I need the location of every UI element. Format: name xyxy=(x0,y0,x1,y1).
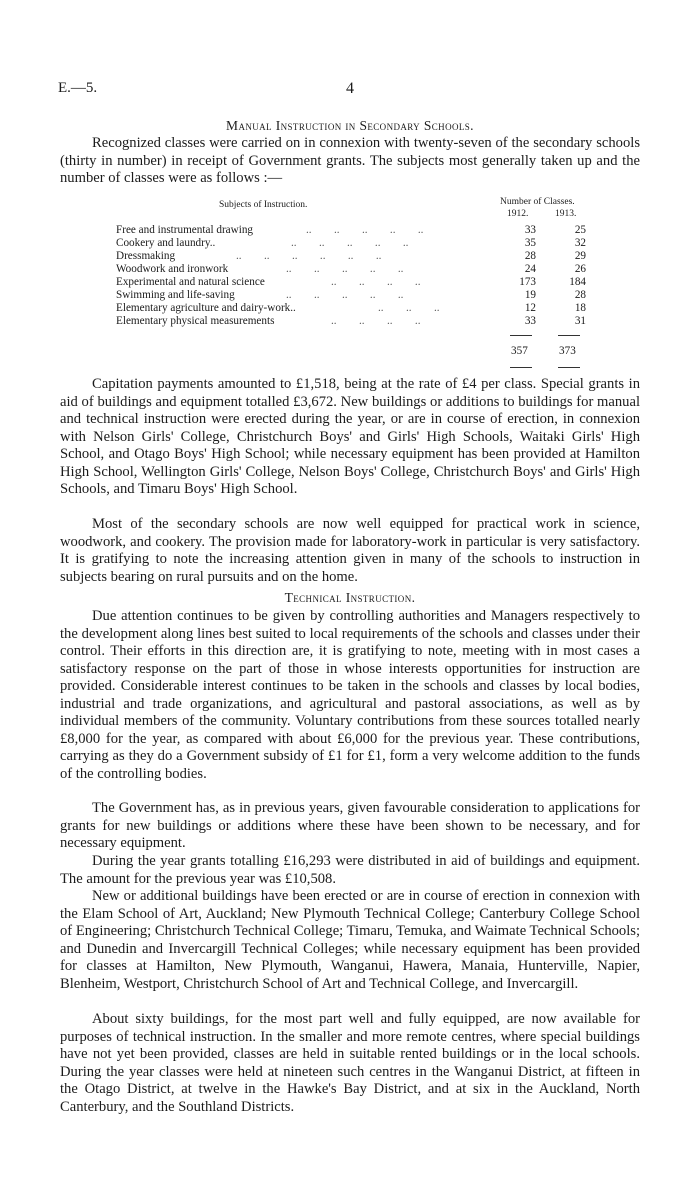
value-1912-cell: 19 xyxy=(524,289,536,301)
total-rule-1913 xyxy=(558,335,580,336)
subject-cell: Dressmaking xyxy=(116,250,176,262)
value-1913-cell: 26 xyxy=(574,263,586,275)
subject-cell: Elementary agriculture and dairy-work.. xyxy=(116,302,296,314)
value-1913-cell: 29 xyxy=(574,250,586,262)
value-1912-cell: 33 xyxy=(524,224,536,236)
table-header-year-1912: 1912. xyxy=(507,209,529,219)
technical-paragraph-4: New or additional buildings have been erected or are in course of erection in connexion with the Elam School of Art, Auckland; New Plymouth Technical College; Canterbury College School of Engineering; Christchurch Technical College; Timaru, Temuka, and Waimate Technical Schools; and Dunedin and Invercargill Technical Colleges; while necessary equipment has been provided for classes at Hamilton, New Plymouth, Wanganui, Hawera, Manaia, Hunterville, Napier, Blenheim, Westport, Christchurch School of Art and Technical College, and Invercargill. xyxy=(60,888,640,992)
value-1913-cell: 184 xyxy=(569,276,586,288)
intro-paragraph: Recognized classes were carried on in connexion with twenty-seven of the secondary schools (thirty in number) in receipt of Government grants. The subjects most generally taken up and the number of classes were as follows :— xyxy=(60,135,640,186)
capitation-paragraph: Capitation payments amounted to £1,518, being at the rate of £4 per class. Special grants in aid of buildings and equipment totalled £3,672. New buildings or additions to buildings for manual and technical instruction were erected during the year, or are in course of erection, in connexion with Nelson Girls' College, Christchurch Boys' and Girls' High Schools, Waitaki Girls' High School, and Otago Boys' High School; while necessary equipment has been provided at Hamilton High School, Wellington Girls' College, Nelson Boys' College, Christchurch Boys' and Girls' High Schools, and Timaru Boys' High School. xyxy=(60,376,640,497)
value-1913-cell: 18 xyxy=(574,302,586,314)
value-1913-cell: 25 xyxy=(574,224,586,236)
equipment-paragraph: Most of the secondary schools are now well equipped for practical work in science, woodwork, and cookery. The provision made for laboratory-work in particular is very satisfactory. It is gratifying to note the increasing attention given in many of the schools to instruction in subjects bearing on rural pursuits and on the home. xyxy=(60,516,640,585)
table-row: Swimming and life-saving .. .. .. .. .. 19 28 xyxy=(116,289,586,301)
table-header-classes: Number of Classes. xyxy=(500,197,575,207)
value-1913-cell: 31 xyxy=(574,315,586,327)
subject-cell: Free and instrumental drawing xyxy=(116,224,254,236)
table-row: Dressmaking .. .. .. .. .. .. 28 29 xyxy=(116,250,586,262)
technical-paragraph-1: Due attention continues to be given by controlling authorities and Managers respectively to the development along lines best suited to local requirements of the schools and classes under their control. Their efforts in this direction are, it is gratifying to note, meeting with in most cases a satisfactory response on the part of those in whose interests opportunities for instruction are provided. Considerable interest continues to be taken in the schools and classes by local bodies, industrial and trade organizations, and agricultural and pastoral associations, as well as by individual members of the community. Voluntary contributions from these sources totalled nearly £8,000 for the year, as compared with about £6,000 for the previous year. These contributions, carrying as they do a Government subsidy of £1 for £1, form a very welcome addition to the funds of the controlling bodies. xyxy=(60,608,640,782)
value-1912-cell: 24 xyxy=(524,263,536,275)
section-heading-technical-instruction: Technical Instruction. xyxy=(284,590,416,605)
subject-cell: Cookery and laundry.. xyxy=(116,237,216,249)
subject-cell: Elementary physical measurements xyxy=(116,315,275,327)
table-header-year-1913: 1913. xyxy=(555,209,577,219)
total-1913: 373 xyxy=(559,345,576,357)
subject-cell: Woodwork and ironwork xyxy=(116,263,229,275)
table-row: Cookery and laundry.. .. .. .. .. .. 35 32 xyxy=(116,237,586,249)
value-1913-cell: 32 xyxy=(574,237,586,249)
technical-paragraph-5: About sixty buildings, for the most part well and fully equipped, are now available for purposes of technical instruction. In the smaller and more remote centres, where special buildings have not yet been provided, classes are held in suitable rented buildings or in the local schools. During the year classes were held at nineteen such centres in the Wanganui District, at fifteen in the Otago District, at twelve in the Hawke's Bay District, and at six in the Auckland, North Canterbury, and the Southland Districts. xyxy=(60,1011,640,1115)
subject-cell: Swimming and life-saving xyxy=(116,289,235,301)
total-underline-1913 xyxy=(558,367,580,368)
value-1912-cell: 33 xyxy=(524,315,536,327)
technical-paragraph-3: During the year grants totalling £16,293 were distributed in aid of buildings and equipment. The amount for the previous year was £10,508. xyxy=(60,853,640,887)
table-row: Free and instrumental drawing .. .. .. .. .. 33 25 xyxy=(116,224,586,236)
value-1912-cell: 173 xyxy=(519,276,536,288)
value-1912-cell: 28 xyxy=(524,250,536,262)
technical-paragraph-2: The Government has, as in previous years, given favourable consideration to applications for grants for new buildings or additions where these have been shown to be necessary, and for necessary equipment. xyxy=(60,800,640,851)
total-1912: 357 xyxy=(511,345,528,357)
total-rule-1912 xyxy=(510,335,532,336)
subject-cell: Experimental and natural science xyxy=(116,276,265,288)
value-1913-cell: 28 xyxy=(574,289,586,301)
page-number: 4 xyxy=(346,80,354,97)
document-reference: E.—5. xyxy=(58,80,98,96)
total-underline-1912 xyxy=(510,367,532,368)
table-row: Elementary agriculture and dairy-work.. .. .. .. 12 18 xyxy=(116,302,586,314)
value-1912-cell: 12 xyxy=(524,302,536,314)
table-header-subjects: Subjects of Instruction. xyxy=(219,200,308,210)
table-row: Experimental and natural science .. .. .. .. 173 184 xyxy=(116,276,586,288)
table-row: Elementary physical measurements .. .. .. .. 33 31 xyxy=(116,315,586,327)
table-row: Woodwork and ironwork .. .. .. .. .. 24 26 xyxy=(116,263,586,275)
value-1912-cell: 35 xyxy=(524,237,536,249)
section-heading-manual-instruction: Manual Instruction in Secondary Schools. xyxy=(226,118,474,133)
